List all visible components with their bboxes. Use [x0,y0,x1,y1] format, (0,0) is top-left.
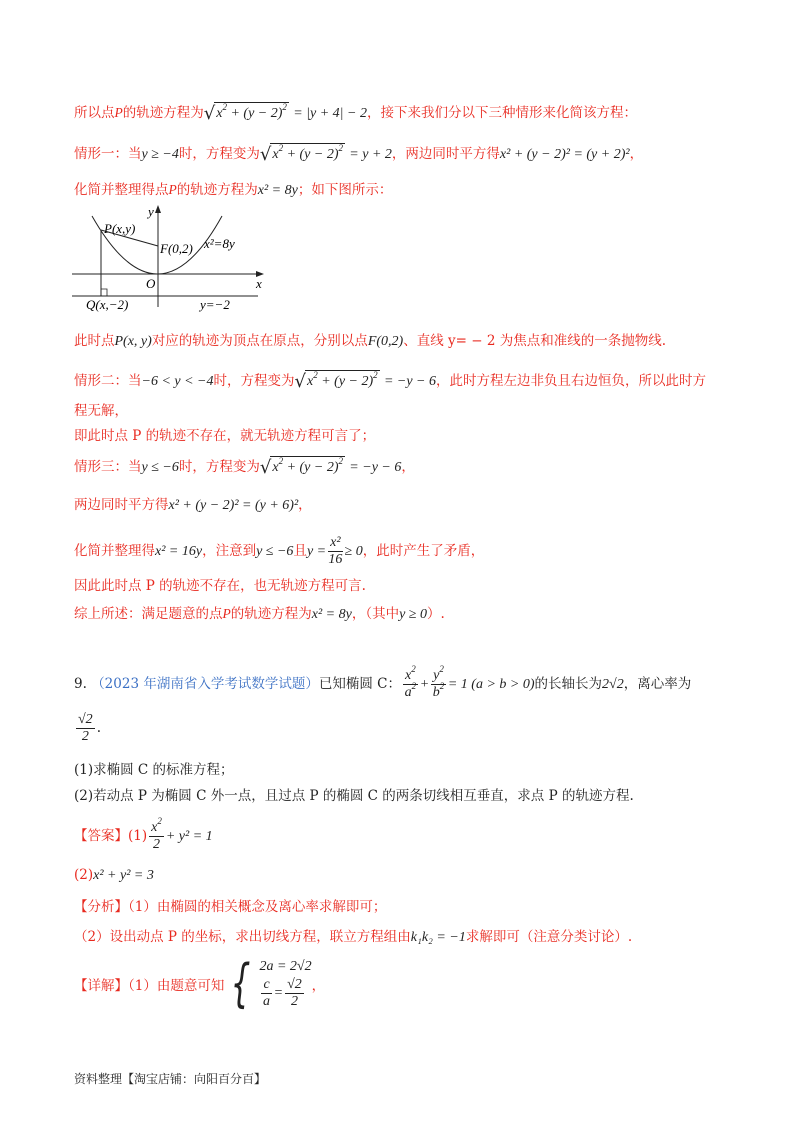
question-9: 9. （2023 年湖南省入学考试数学试题）已知椭圆 C： $\frac{x^2}{a^2}$ + $\frac{y^2}{b^2}$ = 1 (a > b > 0)的长轴长为2√2，离心率为 [74,664,692,700]
line-7: 即此时点 P 的轨迹不存在，就无轨迹方程可言了； [74,428,376,444]
line-4: 此时点P(x, y)对应的轨迹为顶点在原点，分别以点F(0,2)、直线 y= − 2 为焦点和准线的一条抛物线. [74,333,666,349]
answer-label: 【答案】 [74,828,128,844]
detail: 【详解】（1）由题意可知 { 2a = 2√2 $\frac{c}{a}$ = $\frac{√2}{2}$ ， [74,954,326,1014]
answer-2: (2)x² + y² = 3 [74,867,154,883]
line-12: 综上所述：满足题意的点P的轨迹方程为x² = 8y，（其中y ≥ 0）. [74,606,445,622]
analysis-label: 【分析】 [74,899,128,915]
fraction-x2-16: $\frac{\text{x²}}{16}$ [328,535,343,567]
line-2: 情形一：当y ≥ −4时，方程变为$√x^2 + (y - 2)^2 = y + 2$，两边同时平方得x² + (y − 2)² = (y + 2)²， [74,143,644,165]
line-8: 情形三：当y ≤ −6时，方程变为$√x^2 + (y - 2)^2 = -y - 6$， [74,456,415,478]
fraction-sqrt2-2: $\frac{√2}{2}$ [78,712,93,744]
focus-label: F(0,2) [160,241,193,256]
question-9-ecc: $\frac{√2}{2}$ . [78,712,101,744]
question-source: （2023 年湖南省入学考试数学试题） [91,676,319,692]
origin-label: O [146,276,156,291]
line-9: 两边同时平方得x² + (y − 2)² = (y + 6)²， [74,497,312,513]
curve-label: x²=8y [204,236,235,251]
answer-1: 【答案】(1) $\frac{x^2}{2}$ + y² = 1 [74,816,213,852]
y-axis-arrow [155,205,161,213]
y-axis-label: y [148,204,154,219]
analysis-2: （2）设出动点 P 的坐标，求出切线方程，联立方程组由k₁k₂ = −1求解即可（注意分类讨论）. [74,929,633,945]
point-p-label: P(x,y) [104,221,136,236]
detail-label: 【详解】 [74,978,128,994]
question-number: 9. [74,676,87,692]
analysis-1: 【分析】（1）由椭圆的相关概念及离心率求解即可； [74,899,387,915]
point-q-label: Q(x,−2) [86,297,129,312]
question-9-part1: (1)求椭圆 C 的标准方程； [74,762,234,778]
line-3: 化简并整理得点P的轨迹方程为x² = 8y；如下图所示： [74,182,393,198]
line-10: 化简并整理得x² = 16y，注意到y ≤ −6且y = $\frac{\text{x²}}{16}$ ≥ 0，此时产生了矛盾， [74,535,485,567]
line-6: 程无解， [74,403,128,419]
equation-system: { 2a = 2√2 $\frac{c}{a}$ = $\frac{√2}{2}$ [230,954,312,1014]
line-5: 情形二：当−6 < y < −4时，方程变为$√x^2 + (y - 2)^2 = -y - 6$，此时方程左边非负且右边恒负，所以此时方 [74,370,707,392]
line-11: 因此此时点 P 的轨迹不存在，也无轨迹方程可言. [74,578,366,594]
question-9-part2: (2)若动点 P 为椭圆 C 外一点，且过点 P 的椭圆 C 的两条切线相互垂直，求点 P 的轨迹方程. [74,788,634,804]
var-p: P [114,105,123,120]
eq-rhs: = |y + 4| − 2 [293,106,367,121]
footer: 资料整理【淘宝店铺：向阳百分百】 [74,1072,267,1086]
x-axis-label: x [256,276,262,291]
line-1: 所以点P的轨迹方程为$√x^2 + (y - 2)^2 = |y + 4| - 2$，接下来我们分以下三种情形来化简该方程： [74,102,637,124]
right-angle-mark [101,289,107,296]
parabola-figure [70,202,270,312]
directrix-label: y=−2 [200,297,230,312]
